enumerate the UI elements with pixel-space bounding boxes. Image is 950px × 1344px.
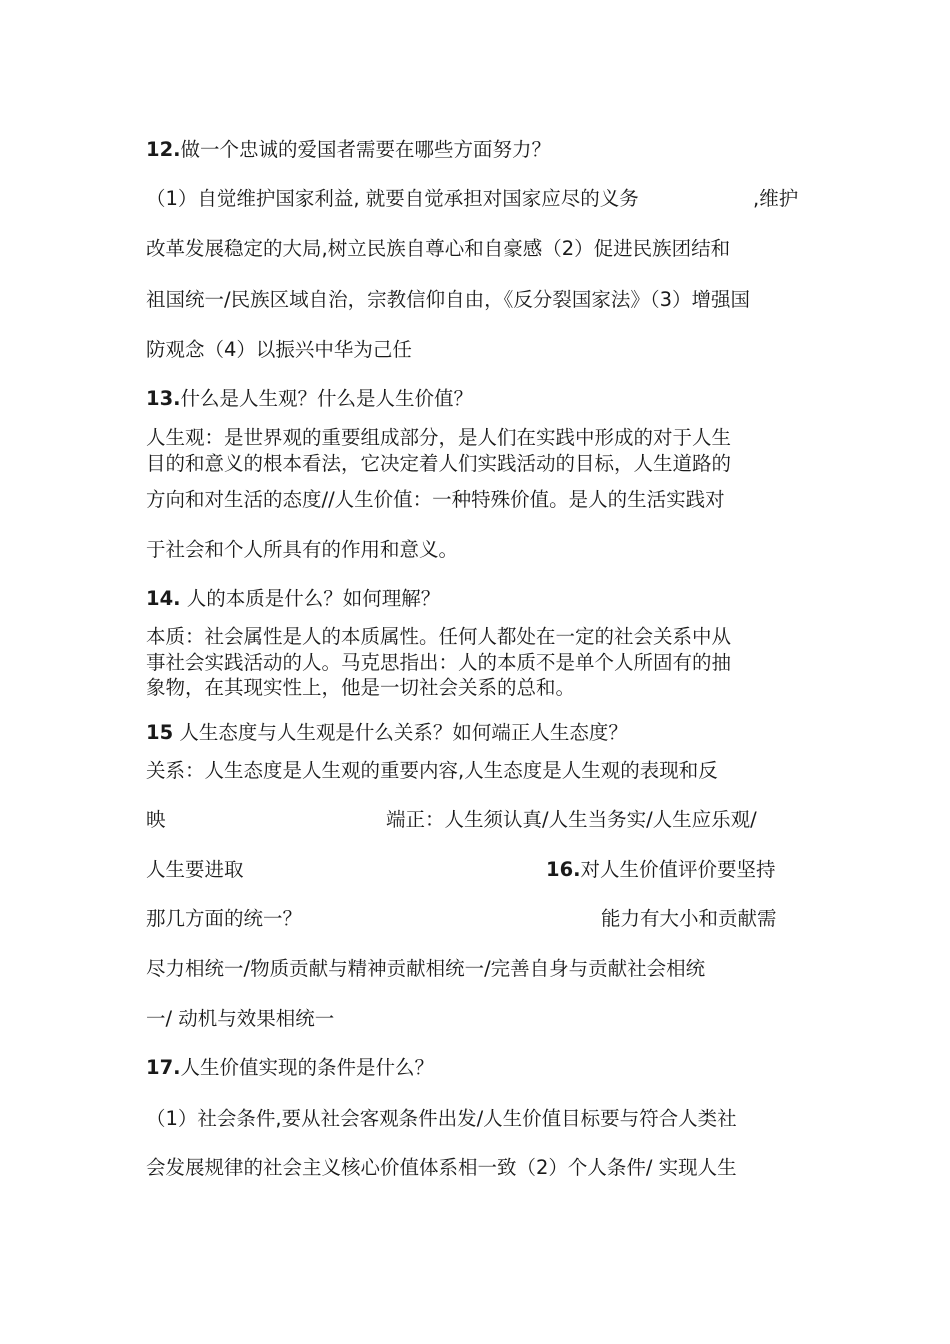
question-13-title: 什么是人生观？什么是人生价值？ — [180, 387, 474, 410]
answer-12-line-2: 改革发展稳定的大局,树立民族自尊心和自豪感（2）促进民族团结和 — [146, 237, 731, 260]
question-13-heading — [146, 386, 810, 412]
answer-12-line-3: 祖国统一/民族区域自治，宗教信仰自由，《反分裂国家法》（3）增强国 — [146, 288, 750, 311]
question-14-title: 人的本质是什么？如何理解？ — [180, 587, 441, 610]
answer-15-line-2-a: 映 — [146, 808, 166, 831]
question-16-heading — [546, 857, 776, 883]
question-17-number: 17. — [146, 1056, 181, 1079]
answer-13-line-4: 于社会和个人所具有的作用和意义。 — [146, 538, 459, 561]
question-15-number: 15 — [146, 721, 174, 744]
answer-17-line-2: 会发展规律的社会主义核心价值体系相一致（2）个人条件/ 实现人生 — [146, 1156, 737, 1179]
question-13-number: 13. — [146, 387, 181, 410]
answer-12-line-1-b: ,维护 — [753, 187, 799, 210]
question-16-number: 16. — [546, 858, 581, 881]
question-12-number: 12. — [146, 138, 181, 161]
question-15-heading — [146, 720, 810, 746]
answer-13-line-3: 方向和对生活的态度//人生价值：一种特殊价值。是人的生活实践对 — [146, 488, 725, 511]
answer-15-line-3-a: 人生要进取 — [146, 858, 244, 881]
question-17-heading — [146, 1055, 810, 1081]
question-16-title-a: 对人生价值评价要坚持 — [580, 858, 776, 881]
question-17-title: 人生价值实现的条件是什么？ — [180, 1056, 435, 1079]
answer-16-line-3: 一/ 动机与效果相统一 — [146, 1007, 335, 1030]
answer-12-line-1-a: （1）自觉维护国家利益, 就要自觉承担对国家应尽的义务 — [146, 187, 639, 210]
question-14-number: 14. — [146, 587, 181, 610]
answer-12-line-4: 防观念（4）以振兴中华为己任 — [146, 338, 412, 361]
answer-15-line-2 — [146, 807, 810, 833]
answer-14-line-2: 事社会实践活动的人。马克思指出：人的本质不是单个人所固有的抽 — [146, 651, 732, 674]
answer-15-line-2-b: 端正：人生须认真/人生当务实/人生应乐观/ — [386, 808, 757, 831]
question-14-heading — [146, 586, 810, 612]
answer-15-line-3 — [146, 857, 810, 883]
answer-16-line-1 — [146, 906, 810, 932]
answer-16-line-2: 尽力相统一/物质贡献与精神贡献相统一/完善自身与贡献社会相统 — [146, 957, 706, 980]
question-15-title: 人生态度与人生观是什么关系？如何端正人生态度？ — [173, 721, 628, 744]
answer-12-line-1 — [146, 186, 810, 212]
question-12-heading — [146, 137, 810, 163]
answer-14-line-1: 本质：社会属性是人的本质属性。任何人都处在一定的社会关系中从 — [146, 625, 732, 648]
answer-13-line-2: 目的和意义的根本看法，它决定着人们实践活动的目标，人生道路的 — [146, 452, 732, 475]
question-12-title: 做一个忠诚的爱国者需要在哪些方面努力？ — [180, 138, 552, 161]
question-16-title-b: 那几方面的统一？ — [146, 907, 303, 930]
answer-15-line-1: 关系：人生态度是人生观的重要内容,人生态度是人生观的表现和反 — [146, 759, 718, 782]
answer-17-line-1: （1）社会条件,要从社会客观条件出发/人生价值目标要与符合人类社 — [146, 1107, 737, 1130]
answer-13-line-1: 人生观：是世界观的重要组成部分，是人们在实践中形成的对于人生 — [146, 426, 732, 449]
answer-14-line-3: 象物，在其现实性上，他是一切社会关系的总和。 — [146, 676, 576, 699]
answer-16-line-1-text: 能力有大小和贡献需 — [601, 907, 777, 930]
